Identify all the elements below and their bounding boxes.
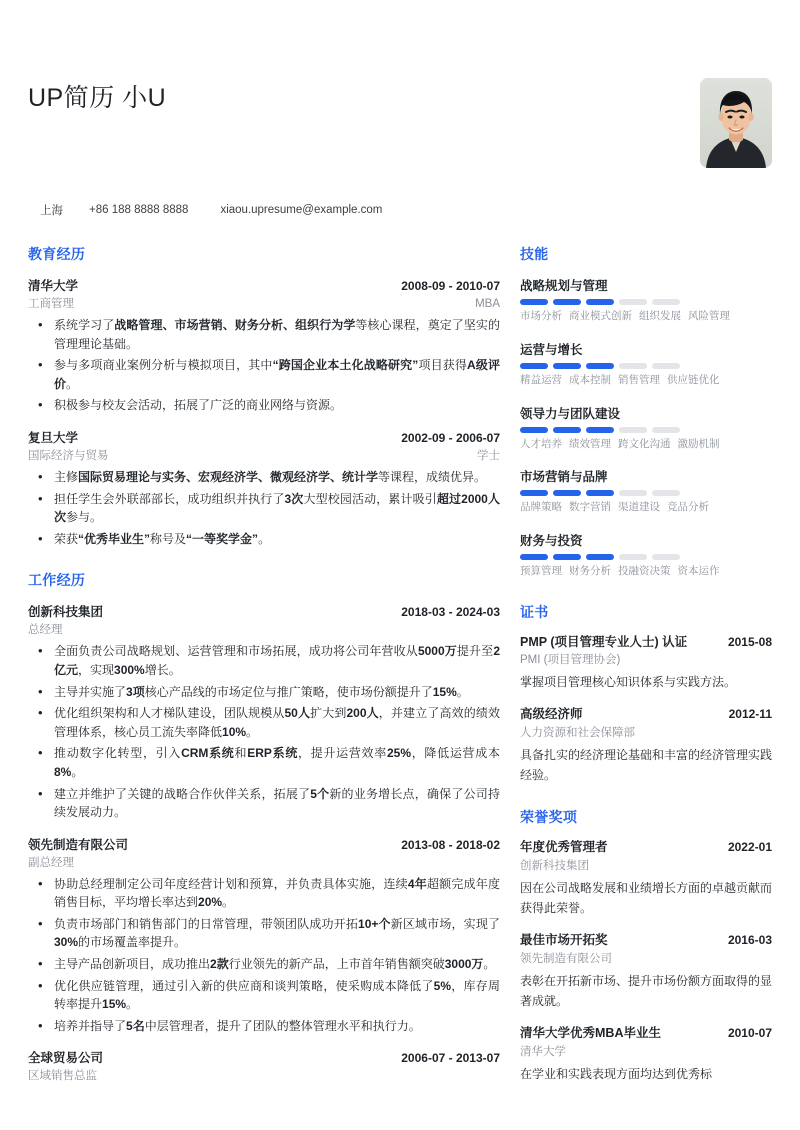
skill-level-segment <box>553 490 581 496</box>
skill-level-segment <box>520 299 548 305</box>
work-date: 2013-08 - 2018-02 <box>401 837 500 852</box>
bullet-list <box>28 875 500 1036</box>
bullet-item: • 建立并维护了关键的战略合作伙伴关系，拓展了5个新的业务增长点，确保了公司持续发展动力。 <box>28 785 500 822</box>
bullet-item: • 主修国际贸易理论与实务、宏观经济学、微观经济学、统计学等课程，成绩优异。 <box>28 468 500 487</box>
skill-tags <box>520 500 772 516</box>
skill-tags <box>520 437 772 453</box>
bullet-item: • 主导并实施了3项核心产品线的市场定位与推广策略，使市场份额提升了15%。 <box>28 683 500 702</box>
skill-tag: 人才培养 <box>520 437 562 450</box>
skill-tag: 激励机制 <box>677 437 720 450</box>
skill-tag: 成本控制 <box>569 373 611 386</box>
skill-level-segment <box>619 363 647 369</box>
company-name: 领先制造有限公司 <box>28 837 129 852</box>
skill-level-segment <box>619 490 647 496</box>
bullet-item: • 系统学习了战略管理、市场营销、财务分析、组织行为学等核心课程，奠定了坚实的管理理论基础。 <box>28 316 500 353</box>
skill-level-segment <box>520 554 548 560</box>
education-entry <box>28 276 500 415</box>
skill-item <box>520 276 772 325</box>
contact-line <box>28 202 772 218</box>
skill-tag: 风险管理 <box>688 310 730 322</box>
skill-level-bar <box>520 363 772 369</box>
skill-level-segment <box>553 427 581 433</box>
degree: MBA <box>475 298 500 310</box>
bullet-item: • 培养并指导了5名中层管理者，提升了团队的整体管理水平和执行力。 <box>28 1017 500 1036</box>
resume-columns <box>28 244 772 1098</box>
skill-item <box>520 531 772 580</box>
skill-level-segment <box>553 363 581 369</box>
skill-tags <box>520 309 772 325</box>
bullet-item: • 积极参与校友会活动，拓展了广泛的商业网络与资源。 <box>28 396 500 415</box>
award-description: 在学业和实践表现方面均达到优秀标 <box>520 1066 713 1081</box>
bullet-list <box>28 642 500 821</box>
award-entry <box>520 1025 772 1084</box>
section-title-education: 教育经历 <box>28 246 86 262</box>
skill-item <box>520 404 772 453</box>
skill-level-segment <box>619 554 647 560</box>
skill-name: 运营与增长 <box>520 342 583 357</box>
skill-tag: 商业模式创新 <box>569 310 632 322</box>
section-title-work: 工作经历 <box>28 572 86 589</box>
right-column <box>520 244 772 1098</box>
section-certificates <box>520 602 772 786</box>
skill-tag: 市场分析 <box>520 310 562 322</box>
skill-level-segment <box>586 427 614 433</box>
skill-level-segment <box>652 490 680 496</box>
bullet-item: • 荣获“优秀毕业生”称号及“一等奖学金”。 <box>28 530 500 549</box>
degree: 学士 <box>477 449 500 462</box>
skill-level-segment <box>586 490 614 496</box>
left-column <box>28 244 520 1083</box>
skill-level-bar <box>520 299 772 305</box>
skill-level-segment <box>586 363 614 369</box>
skill-level-bar <box>520 427 772 433</box>
award-name: 清华大学优秀MBA毕业生 <box>520 1026 661 1041</box>
award-description: 表彰在开拓新市场、提升市场份额方面取得的显著成就。 <box>520 973 773 1009</box>
skill-level-segment <box>652 363 680 369</box>
certificate-entry <box>520 634 772 693</box>
bullet-item: • 优化组织架构和人才梯队建设，团队规模从50人扩大到200人，并建立了高效的绩效管理体系，核心员工流失率降低10%。 <box>28 704 500 741</box>
skill-tag: 财务分析 <box>569 565 611 577</box>
skill-name: 领导力与团队建设 <box>520 406 621 421</box>
skill-level-segment <box>553 299 581 305</box>
skill-level-segment <box>520 427 548 433</box>
page-title: UP简历 小U <box>28 84 167 112</box>
skill-tag: 资本运作 <box>677 565 720 577</box>
bullet-item: • 主导产品创新项目，成功推出2款行业领先的新产品，上市首年销售额突破3000万。 <box>28 955 500 974</box>
work-list <box>28 602 500 1083</box>
skill-level-segment <box>652 427 680 433</box>
section-work <box>28 570 500 1083</box>
certificate-org: 人力资源和社会保障部 <box>520 726 635 739</box>
certificate-description: 具备扎实的经济理论基础和丰富的经济管理实践经验。 <box>520 747 773 783</box>
skill-level-bar <box>520 554 772 560</box>
awards-list <box>520 839 772 1084</box>
award-entry <box>520 839 772 918</box>
skill-tags <box>520 564 772 580</box>
skills-list <box>520 276 772 580</box>
skill-tag: 投融资决策 <box>618 565 671 577</box>
bullet-item: • 全面负责公司战略规划、运营管理和市场拓展，成功将公司年营收从5000万提升至2亿元，实现300%增长。 <box>28 642 500 679</box>
skill-name: 市场营销与品牌 <box>520 470 608 485</box>
work-entry <box>28 1048 500 1083</box>
award-date: 2010-07 <box>727 1026 772 1041</box>
bullet-item: • 负责市场部门和销售部门的日常管理，带领团队成功开拓10+个新区域市场，实现了30%的市场覆盖率提升。 <box>28 915 500 952</box>
education-list <box>28 276 500 548</box>
avatar <box>700 78 772 168</box>
certificate-name: PMP (项目管理专业人士) 认证 <box>520 634 688 649</box>
education-date: 2002-09 - 2006-07 <box>401 430 500 445</box>
skill-level-segment <box>619 427 647 433</box>
skill-item <box>520 467 772 516</box>
award-org: 清华大学 <box>520 1045 566 1058</box>
certificate-org: PMI (项目管理协会) <box>520 654 621 666</box>
skill-level-bar <box>520 490 772 496</box>
major: 国际经济与贸易 <box>28 449 109 462</box>
contact-email: xiaou.upresume@example.com <box>220 204 383 216</box>
skill-level-segment <box>586 554 614 560</box>
education-entry <box>28 428 500 548</box>
skill-tag: 销售管理 <box>618 373 660 386</box>
skill-tag: 预算管理 <box>520 565 562 577</box>
bullet-list <box>28 468 500 548</box>
award-date: 2016-03 <box>727 933 772 948</box>
skill-tag: 渠道建设 <box>618 501 660 514</box>
award-org: 创新科技集团 <box>520 859 589 872</box>
contact-phone: +86 188 8888 8888 <box>89 204 189 216</box>
resume-header <box>28 78 772 174</box>
bullet-list <box>28 316 500 415</box>
skill-tags <box>520 373 772 389</box>
award-date: 2022-01 <box>727 840 772 855</box>
skill-level-segment <box>652 299 680 305</box>
skill-tag: 组织发展 <box>639 310 681 322</box>
job-role: 总经理 <box>28 624 63 637</box>
skill-tag: 跨文化沟通 <box>618 437 671 450</box>
certificate-date: 2015-08 <box>727 634 772 649</box>
section-awards <box>520 807 772 1084</box>
contact-location: 上海 <box>40 205 63 217</box>
bullet-item: • 参与多项商业案例分析与模拟项目，其中“跨国企业本土化战略研究”项目获得A级评价。 <box>28 356 500 393</box>
award-description: 因在公司战略发展和业绩增长方面的卓越贡献而获得此荣誉。 <box>520 880 773 916</box>
certificate-date: 2012-11 <box>728 707 772 722</box>
work-entry <box>28 835 500 1036</box>
award-name: 年度优秀管理者 <box>520 840 608 855</box>
skill-tag: 精益运营 <box>520 373 562 386</box>
skill-level-segment <box>652 554 680 560</box>
award-entry <box>520 932 772 1011</box>
company-name: 创新科技集团 <box>28 605 104 620</box>
certificate-description: 掌握项目管理核心知识体系与实践方法。 <box>520 675 737 689</box>
school-name: 清华大学 <box>28 279 79 293</box>
skill-tag: 品牌策略 <box>520 501 562 514</box>
work-entry <box>28 602 500 821</box>
skill-name: 战略规划与管理 <box>520 279 608 293</box>
skill-level-segment <box>520 490 548 496</box>
bullet-item: • 协助总经理制定公司年度经营计划和预算，并负责具体实施，连续4年超额完成年度销售目标，平均增长率达到20%。 <box>28 875 500 912</box>
section-title-skills: 技能 <box>520 246 549 262</box>
section-title-certificates: 证书 <box>520 603 549 620</box>
skill-level-segment <box>586 299 614 305</box>
section-title-awards: 荣誉奖项 <box>520 809 578 826</box>
skill-tag: 数字营销 <box>569 501 611 514</box>
bullet-item: • 担任学生会外联部部长，成功组织并执行了3次大型校园活动，累计吸引超过2000人次参与。 <box>28 490 500 527</box>
bullet-item: • 推动数字化转型，引入CRM系统和ERP系统，提升运营效率25%，降低运营成本8%。 <box>28 744 500 781</box>
certificate-name: 高级经济师 <box>520 707 583 722</box>
skill-tag: 绩效管理 <box>569 437 611 450</box>
major: 工商管理 <box>28 298 74 310</box>
skill-tag: 供应链优化 <box>667 373 720 386</box>
skill-item <box>520 340 772 389</box>
certificate-entry <box>520 706 772 785</box>
skill-level-segment <box>520 363 548 369</box>
award-name: 最佳市场开拓奖 <box>520 933 608 948</box>
work-date: 2018-03 - 2024-03 <box>401 605 500 620</box>
company-name: 全球贸易公司 <box>28 1051 104 1066</box>
work-date: 2006-07 - 2013-07 <box>401 1051 500 1066</box>
certificates-list <box>520 634 772 786</box>
skill-level-segment <box>619 299 647 305</box>
skill-name: 财务与投资 <box>520 534 583 548</box>
skill-level-segment <box>553 554 581 560</box>
bullet-item: • 优化供应链管理，通过引入新的供应商和谈判策略，使采购成本降低了5%，库存周转率提升15%。 <box>28 977 500 1014</box>
skill-tag: 竞品分析 <box>667 501 709 514</box>
job-role: 副总经理 <box>28 856 74 869</box>
award-org: 领先制造有限公司 <box>520 952 612 965</box>
section-skills <box>520 244 772 580</box>
job-role: 区域销售总监 <box>28 1070 97 1083</box>
portrait-photo-icon <box>700 78 772 168</box>
education-date: 2008-09 - 2010-07 <box>401 279 500 293</box>
section-education <box>28 244 500 548</box>
school-name: 复旦大学 <box>28 430 79 445</box>
